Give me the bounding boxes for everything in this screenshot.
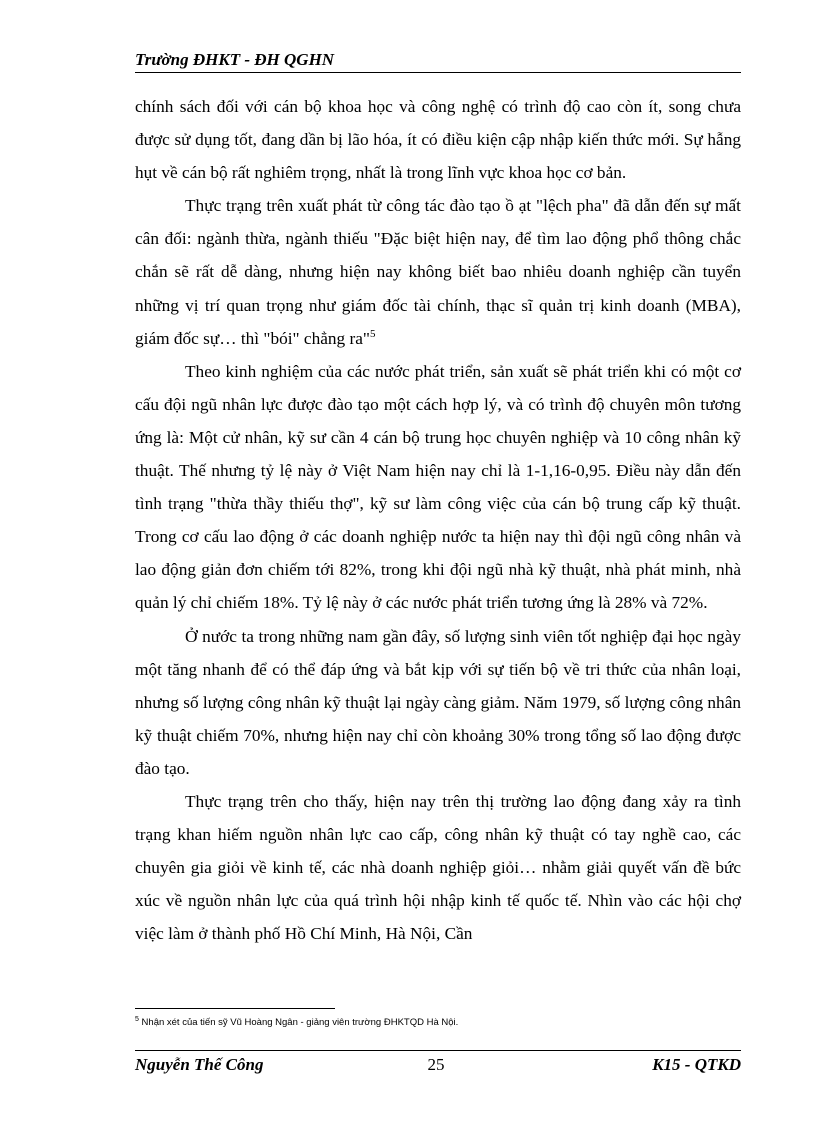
footer-class-code: K15 - QTKD	[652, 1055, 741, 1074]
footnote-reference: 5	[369, 327, 376, 340]
footnote-number: 5	[135, 1016, 139, 1023]
footer-author: Nguyễn Thế Công	[135, 1055, 264, 1074]
header-rule	[135, 72, 741, 73]
footnote-rule	[135, 1008, 335, 1009]
paragraph-1: chính sách đối với cán bộ khoa học và công nghệ có trình độ cao còn ít, song chưa được sử dụng tốt, đang dần bị lão hóa, ít có điều kiện cập nhập kiến thức mới. Sự hẫng hụt về cán bộ rất nghiêm trọng, nhất là trong lĩnh vực khoa học cơ bản.	[135, 97, 741, 183]
footnote	[135, 1016, 741, 1028]
paragraph-5: Thực trạng trên cho thấy, hiện nay trên thị trường lao động đang xảy ra tình trạng khan hiếm nguồn nhân lực cao cấp, công nhân kỹ thuật có tay nghề cao, các chuyên gia giỏi về kinh tế, các nhà doanh nghiệp giỏi… nhằm giải quyết vấn đề bức xúc về nguồn nhân lực của quá trình hội nhập kinh tế quốc tế. Nhìn vào các hội chợ việc làm ở thành phố Hồ Chí Minh, Hà Nội, Cần	[135, 791, 741, 944]
paragraph-2	[135, 189, 741, 354]
page-number: 25	[427, 1055, 445, 1074]
body-text	[135, 90, 741, 950]
paragraph-4: Ở nước ta trong những nam gần đây, số lượng sinh viên tốt nghiệp đại học ngày một tăng nhanh để có thể đáp ứng và bắt kịp với sự tiến bộ về tri thức của nhân loại, nhưng số lượng công nhân kỹ thuật lại ngày càng giảm. Năm 1979, số lượng công nhân kỹ thuật chiếm 70%, nhưng hiện nay chỉ còn khoảng 30% trong tổng số lao động được đào tạo.	[135, 626, 741, 778]
paragraph-3: Theo kinh nghiệm của các nước phát triển, sản xuất sẽ phát triển khi có một cơ cấu đội ngũ nhân lực được đào tạo một cách hợp lý, và có trình độ chuyên môn tương ứng là: Một cử nhân, kỹ sư cần 4 cán bộ trung học chuyên nghiệp và 10 công nhân kỹ thuật. Thế nhưng tỷ lệ này ở Việt Nam hiện nay chỉ là 1-1,16-0,95. Điều này dẫn đến tình trạng "thừa thầy thiếu thợ", kỹ sư làm công việc của cán bộ trung cấp kỹ thuật. Trong cơ cấu lao động ở các doanh nghiệp nước ta hiện nay thì đội ngũ công nhân và lao động giản đơn chiếm tới 82%, trong khi đội ngũ nhà kỹ thuật, nhà phát minh, nhà quản lý chỉ chiếm 18%. Tỷ lệ này ở các nước phát triển tương ứng là 28% và 72%.	[135, 361, 741, 613]
paragraph-2-text: Thực trạng trên xuất phát từ công tác đào tạo ồ ạt "lệch pha" đã dẫn đến sự mất cân đối: ngành thừa, ngành thiếu "Đặc biệt hiện nay, để tìm lao động phổ thông chắc chắn sẽ rất dễ dàng, nhưng hiện nay không biết bao nhiêu doanh nghiệp cần tuyển những vị trí quan trọng như giám đốc tài chính, thạc sĩ quản trị kinh doanh (MBA), giám đốc sự… thì "bói" chẳng ra"	[135, 196, 741, 348]
header-title: Trường ĐHKT - ĐH QGHN	[135, 50, 335, 69]
footer-rule	[135, 1050, 741, 1051]
footnote-text: Nhận xét của tiến sỹ Vũ Hoàng Ngân - giảng viên trường ĐHKTQD Hà Nội.	[138, 1017, 459, 1029]
